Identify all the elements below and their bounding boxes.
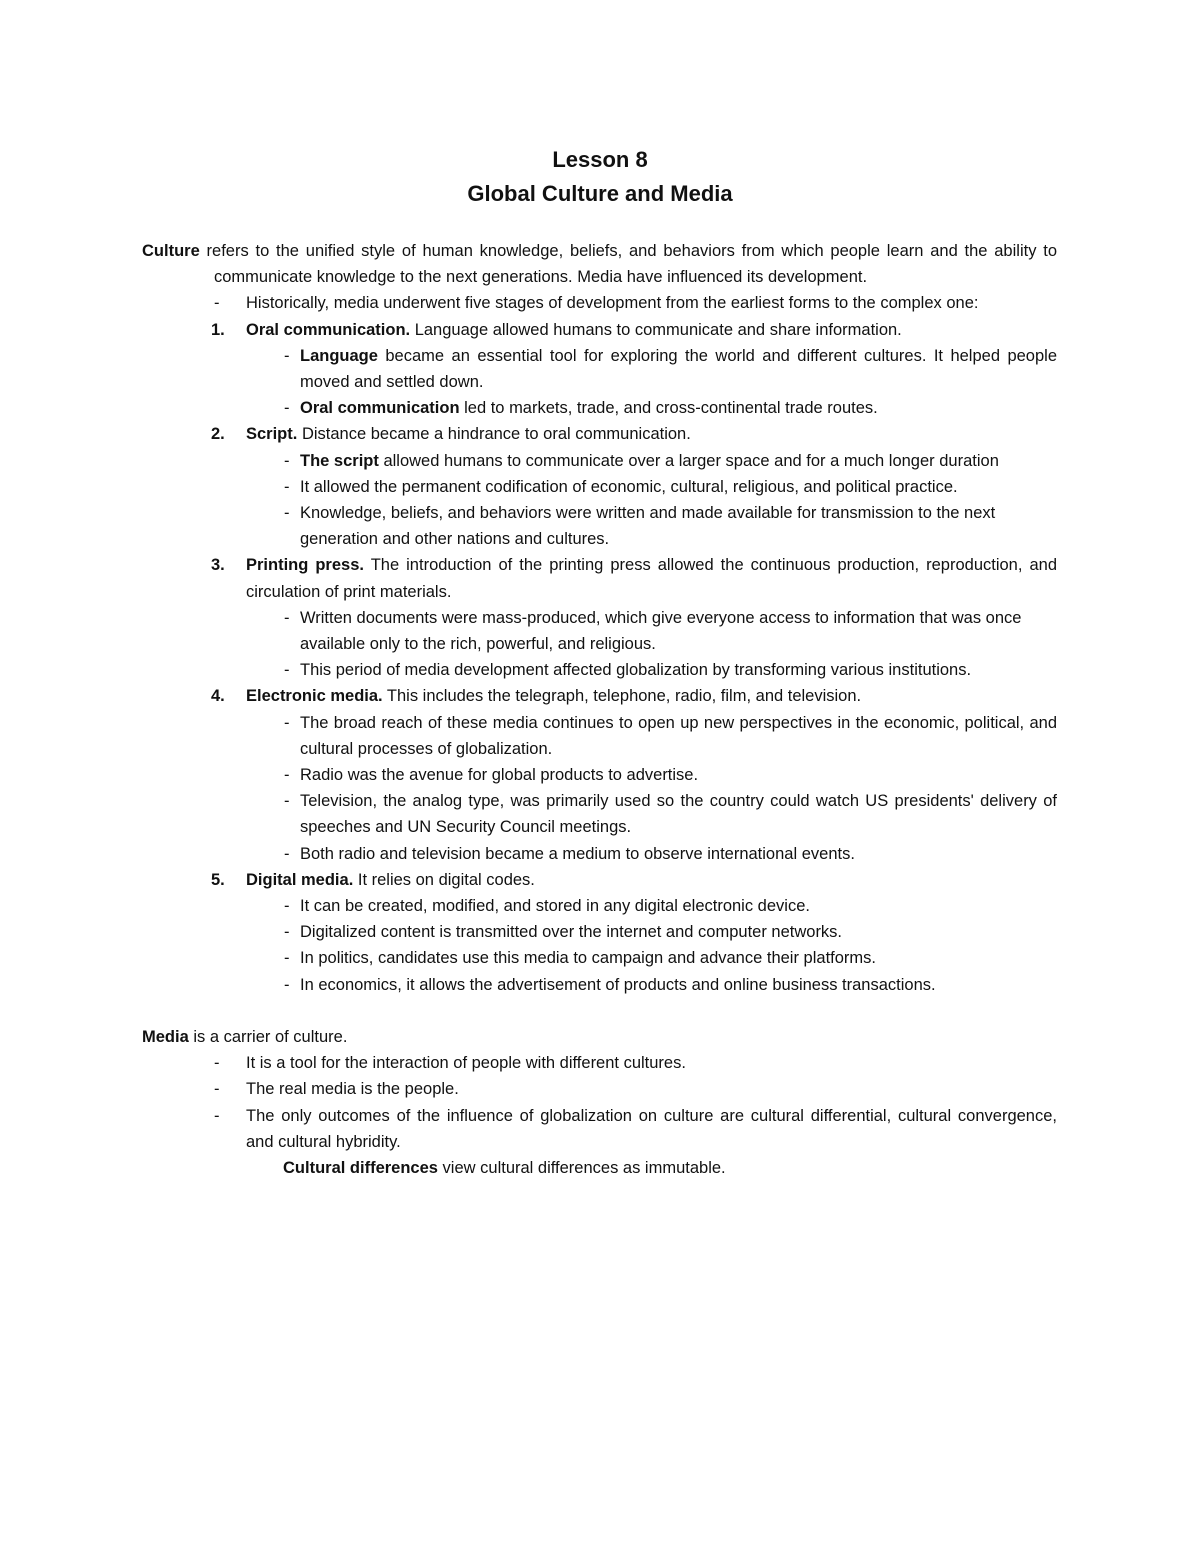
stage-description: The introduction of the printing press allowed the continuous production, reproduction, and circulation of print materials.: [246, 556, 1057, 601]
lesson-number: Lesson 8: [552, 147, 648, 172]
media-bullet-text: The real media is the people.: [246, 1080, 459, 1099]
lesson-title: Global Culture and Media: [467, 181, 733, 206]
dash-marker: -: [284, 897, 290, 916]
subpoint-text: Knowledge, beliefs, and behaviors were written and made available for transmission to the next generation and other nations and cultures.: [300, 504, 996, 549]
cultural-differences-text: view cultural differences as immutable.: [437, 1158, 726, 1177]
subpoint-text: Written documents were mass-produced, which give everyone access to information that was once available only to the rich, powerful, and religious.: [300, 608, 1022, 654]
dash-marker: -: [284, 504, 290, 523]
subpoint-text: In economics, it allows the advertisement of products and online business transactions.: [300, 975, 936, 994]
stage-number: 5.: [211, 870, 225, 889]
stage-subpoint: [0, 710, 1057, 762]
stage-item: [0, 552, 1057, 604]
dash-marker: -: [214, 1106, 220, 1125]
dash-marker: -: [284, 451, 290, 470]
subpoint-text: Both radio and television became a medium to observe international events.: [300, 844, 855, 863]
subpoint-term: Language: [300, 346, 378, 365]
stage-name: Digital media.: [246, 870, 354, 889]
media-bullet: [0, 1103, 1057, 1155]
document-body: [0, 238, 1200, 1181]
media-term: Media: [142, 1027, 189, 1046]
dash-marker: -: [284, 975, 290, 994]
stage-subpoint: [0, 919, 1057, 945]
history-text: Historically, media underwent five stages of development from the earliest forms to the complex one:: [246, 294, 979, 313]
subpoint-text: led to markets, trade, and cross-continental trade routes.: [459, 399, 878, 418]
subpoint-term: The script: [300, 451, 379, 470]
stage-subpoint: [0, 605, 1057, 657]
subpoint-text: allowed humans to communicate over a larger space and for a much longer duration: [378, 451, 999, 470]
subpoint-text: The broad reach of these media continues to open up new perspectives in the economic, political, and cultural processes of globalization.: [300, 713, 1057, 758]
cultural-differences-term: Cultural differences: [283, 1158, 438, 1177]
dash-marker: -: [284, 792, 290, 811]
stage-description: This includes the telegraph, telephone, radio, film, and television.: [382, 687, 862, 706]
subpoint-text: Television, the analog type, was primarily used so the country could watch US presidents' delivery of speeches and UN Security Council meetings.: [300, 792, 1057, 837]
stage-description: It relies on digital codes.: [353, 870, 535, 889]
dash-marker: -: [284, 477, 290, 496]
stage-subpoint: [0, 474, 1057, 500]
dash-marker: -: [284, 713, 290, 732]
media-bullet: [0, 1076, 1057, 1102]
stage-name: Printing press.: [246, 556, 364, 575]
dash-marker: -: [284, 399, 290, 418]
stage-number: 2.: [211, 425, 225, 444]
stage-subpoint: [0, 972, 1057, 998]
dash-marker: -: [284, 346, 290, 365]
paragraph-spacer: [0, 998, 1200, 1024]
stage-subpoint: [0, 762, 1057, 788]
stage-name: Oral communication.: [246, 320, 411, 339]
stage-number: 4.: [211, 687, 225, 706]
stage-name: Electronic media.: [246, 687, 383, 706]
stage-subpoint: [0, 657, 1057, 683]
dash-marker: -: [214, 1054, 220, 1073]
media-bullet: [0, 1050, 1057, 1076]
culture-definition: [0, 238, 1057, 290]
stage-subpoint: [0, 448, 1057, 474]
stage-item: [0, 683, 1057, 709]
subpoint-text: became an essential tool for exploring the world and different cultures. It helped people moved and settled down.: [300, 346, 1057, 392]
media-bullet-text: It is a tool for the interaction of people with different cultures.: [246, 1054, 686, 1073]
culture-definition-text: refers to the unified style of human knowledge, beliefs, and behaviors from which people learn and the ability to communicate knowledge to the next generations. Media have influenced its development.: [199, 242, 1057, 287]
stage-subpoint: [0, 893, 1057, 919]
dash-marker: -: [284, 661, 290, 680]
dash-marker: -: [284, 844, 290, 863]
subpoint-text: Radio was the avenue for global products to advertise.: [300, 766, 699, 785]
subpoint-text: In politics, candidates use this media to campaign and advance their platforms.: [300, 949, 876, 968]
culture-term: Culture: [142, 242, 200, 260]
stage-number: 1.: [211, 320, 225, 339]
stage-description: Language allowed humans to communicate and share information.: [410, 320, 902, 339]
stage-description: Distance became a hindrance to oral communication.: [297, 425, 691, 444]
dash-marker: -: [284, 766, 290, 785]
dash-marker: -: [214, 1080, 220, 1099]
cultural-differences-line: [0, 1155, 1200, 1181]
stage-subpoint: [0, 500, 1057, 552]
media-definition-text: is a carrier of culture.: [188, 1027, 348, 1046]
stage-item: [0, 421, 1057, 447]
stage-number: 3.: [211, 556, 225, 575]
stage-subpoint: [0, 343, 1057, 395]
history-bullet: [0, 290, 1057, 316]
media-bullet-text: The only outcomes of the influence of globalization on culture are cultural differential, cultural convergence, and cultural hybridity.: [246, 1106, 1057, 1151]
dash-marker: -: [284, 608, 290, 627]
stage-name: Script.: [246, 425, 298, 444]
stage-subpoint: [0, 945, 1057, 971]
subpoint-term: Oral communication: [300, 399, 460, 418]
stage-subpoint: [0, 841, 1057, 867]
stage-item: [0, 867, 1057, 893]
dash-marker: -: [284, 923, 290, 942]
dash-marker: -: [284, 949, 290, 968]
stage-subpoint: [0, 788, 1057, 840]
subpoint-text: Digitalized content is transmitted over the internet and computer networks.: [300, 923, 843, 942]
subpoint-text: It allowed the permanent codification of economic, cultural, religious, and political practice.: [300, 477, 958, 496]
subpoint-text: This period of media development affected globalization by transforming various institutions.: [300, 661, 972, 680]
stage-item: [0, 317, 1057, 343]
stage-subpoint: [0, 395, 1057, 421]
dash-marker: -: [214, 294, 220, 313]
media-definition: [0, 1024, 1200, 1050]
subpoint-text: It can be created, modified, and stored in any digital electronic device.: [300, 897, 810, 916]
